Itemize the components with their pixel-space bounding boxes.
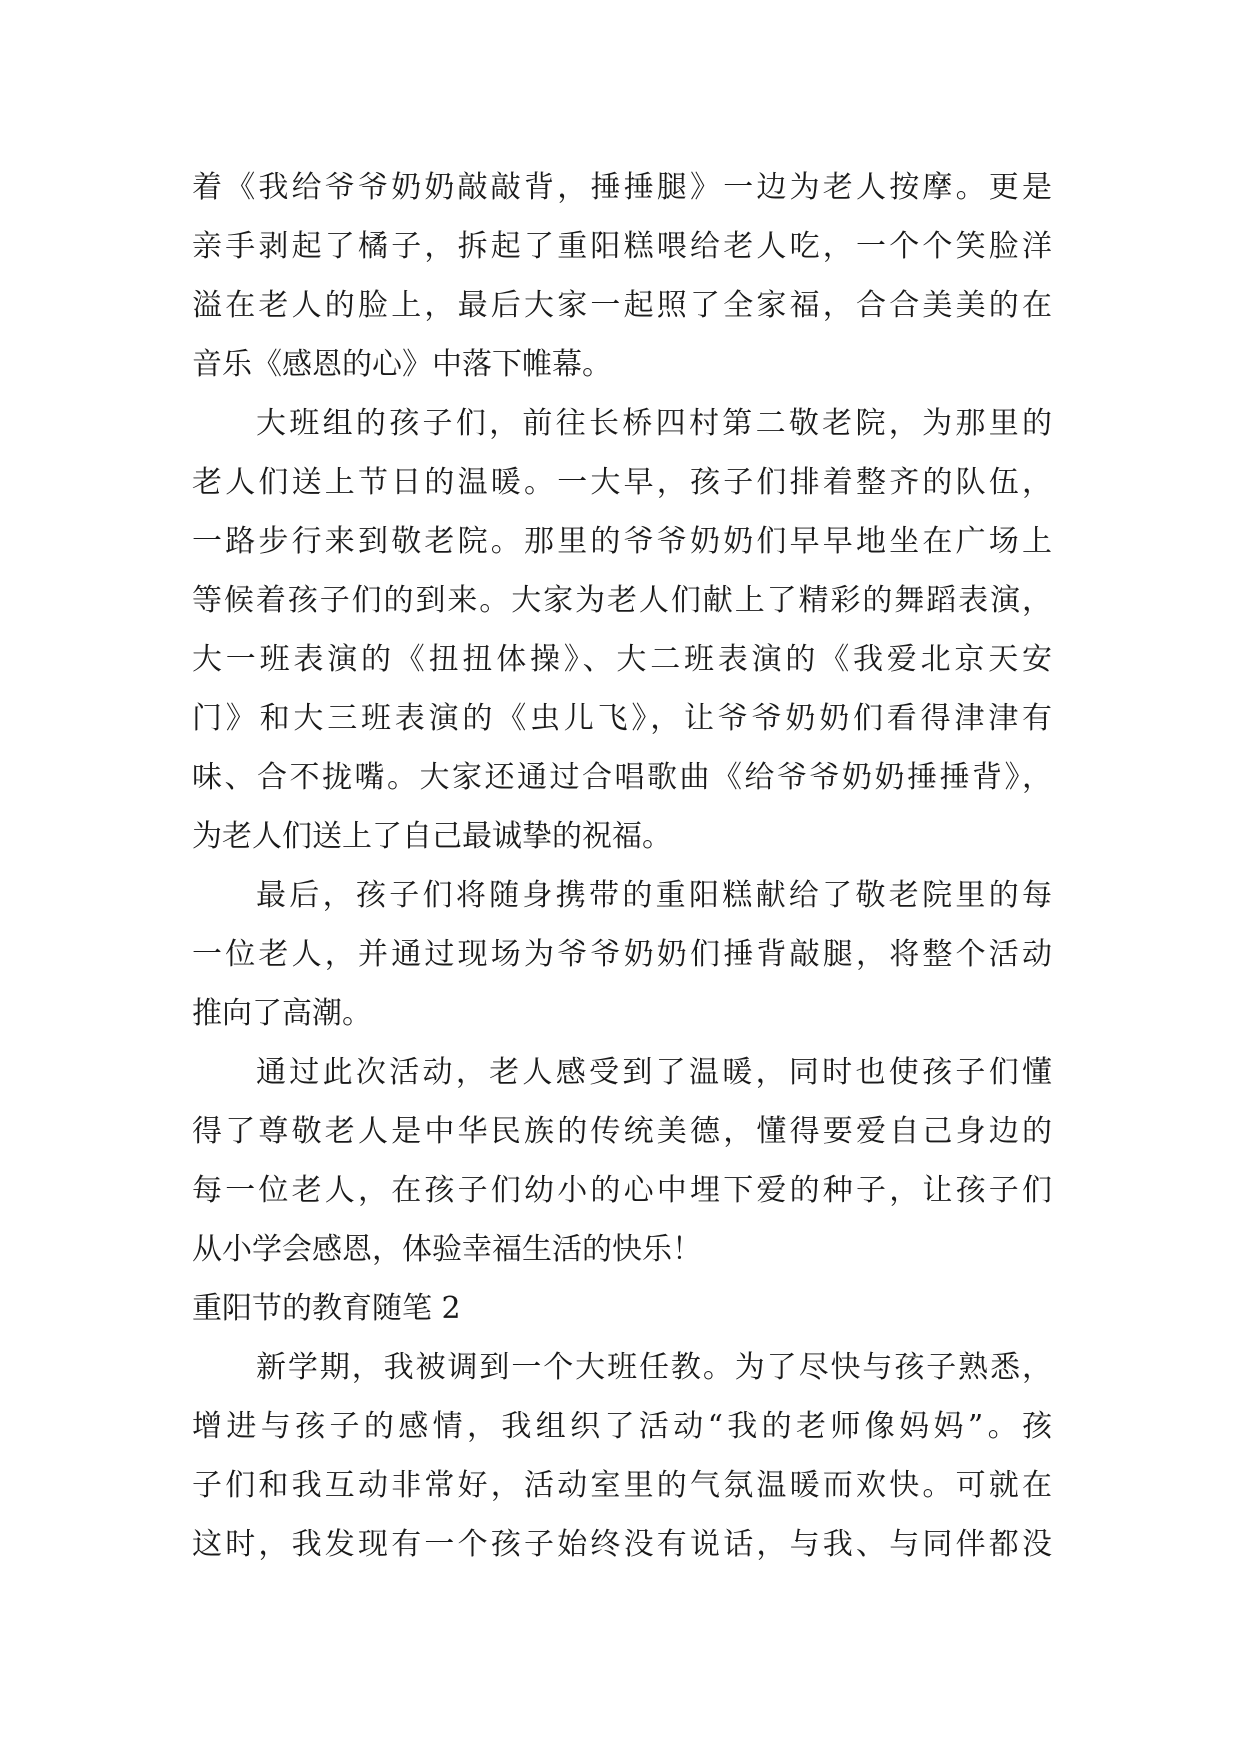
paragraph-line: 增进与孩子的感情，我组织了活动“我的老师像妈妈”。孩 bbox=[192, 1409, 1052, 1444]
paragraph-line: 最后，孩子们将随身携带的重阳糕献给了敬老院里的每 bbox=[256, 878, 1052, 913]
paragraph-line: 推向了高潮。 bbox=[192, 996, 372, 1031]
paragraph-4 bbox=[192, 1043, 1052, 1279]
paragraph-line: 门》和大三班表演的《虫儿飞》，让爷爷奶奶们看得津津有 bbox=[192, 701, 1052, 736]
paragraph-line: 味、合不拢嘴。大家还通过合唱歌曲《给爷爷奶奶捶捶背》， bbox=[192, 760, 1052, 795]
document-body bbox=[192, 158, 1052, 1574]
paragraph-line: 新学期，我被调到一个大班任教。为了尽快与孩子熟悉， bbox=[256, 1350, 1052, 1385]
paragraph-line: 大班组的孩子们，前往长桥四村第二敬老院，为那里的 bbox=[256, 406, 1052, 441]
paragraph-line: 得了尊敬老人是中华民族的传统美德，懂得要爱自己身边的 bbox=[192, 1114, 1052, 1149]
paragraph-line: 为老人们送上了自己最诚挚的祝福。 bbox=[192, 819, 672, 854]
paragraph-line: 一位老人，并通过现场为爷爷奶奶们捶背敲腿，将整个活动 bbox=[192, 937, 1052, 972]
paragraph-line: 老人们送上节日的温暖。一大早，孩子们排着整齐的队伍， bbox=[192, 465, 1052, 500]
paragraph-line: 通过此次活动，老人感受到了温暖，同时也使孩子们懂 bbox=[256, 1055, 1052, 1090]
paragraph-line: 从小学会感恩，体验幸福生活的快乐！ bbox=[192, 1232, 702, 1267]
paragraph-3 bbox=[192, 866, 1052, 1043]
paragraph-1 bbox=[192, 158, 1052, 394]
paragraph-line: 音乐《感恩的心》中落下帷幕。 bbox=[192, 347, 612, 382]
paragraph-2 bbox=[192, 394, 1052, 866]
section-heading: 重阳节的教育随笔 2 bbox=[192, 1291, 461, 1326]
paragraph-line: 亲手剥起了橘子，拆起了重阳糕喂给老人吃，一个个笑脸洋 bbox=[192, 229, 1052, 264]
paragraph-line: 一路步行来到敬老院。那里的爷爷奶奶们早早地坐在广场上 bbox=[192, 524, 1052, 559]
paragraph-line: 等候着孩子们的到来。大家为老人们献上了精彩的舞蹈表演， bbox=[192, 583, 1052, 618]
paragraph-line: 着《我给爷爷奶奶敲敲背，捶捶腿》一边为老人按摩。更是 bbox=[192, 170, 1052, 205]
paragraph-line: 溢在老人的脸上，最后大家一起照了全家福，合合美美的在 bbox=[192, 288, 1052, 323]
paragraph-5 bbox=[192, 1338, 1052, 1574]
paragraph-line: 每一位老人，在孩子们幼小的心中埋下爱的种子，让孩子们 bbox=[192, 1173, 1052, 1208]
paragraph-line: 大一班表演的《扭扭体操》、大二班表演的《我爱北京天安 bbox=[192, 642, 1052, 677]
paragraph-line: 子们和我互动非常好，活动室里的气氛温暖而欢快。可就在 bbox=[192, 1468, 1052, 1503]
paragraph-line: 这时，我发现有一个孩子始终没有说话，与我、与同伴都没 bbox=[192, 1527, 1052, 1562]
